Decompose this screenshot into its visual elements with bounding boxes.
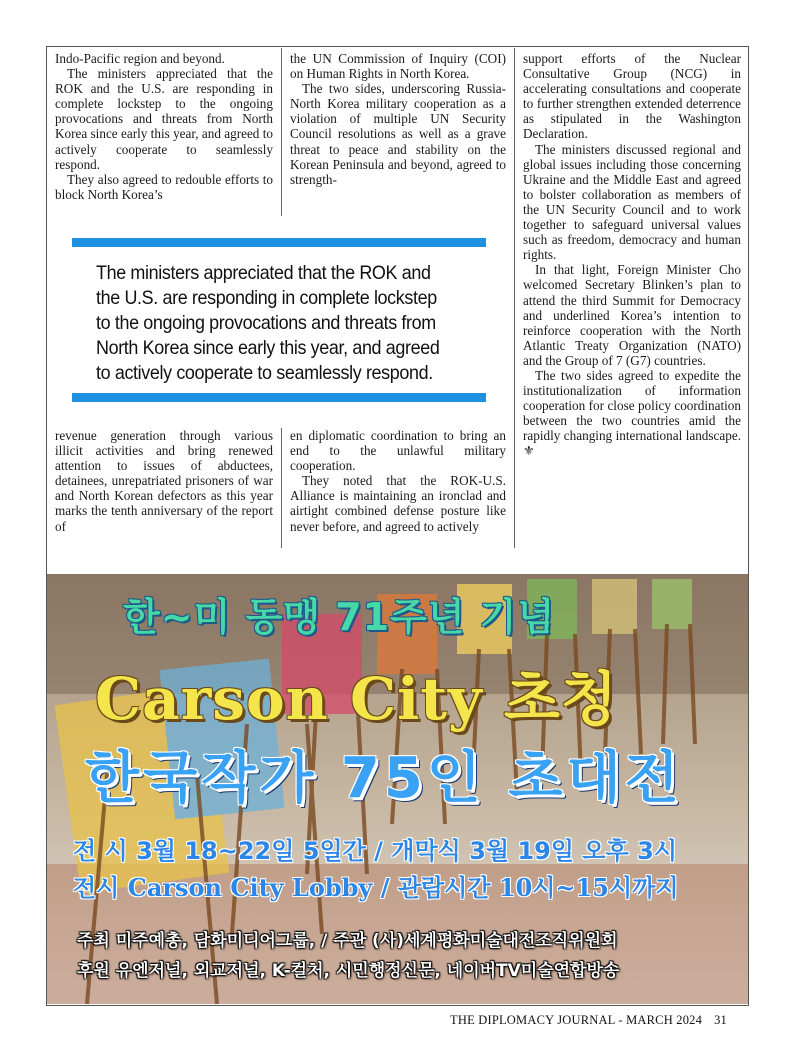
column-rule-2 <box>514 48 515 548</box>
pull-quote: The ministers appreciated that the ROK and the U.S. are responding in complete lockstep to the ongoing provocations and threats from North Korea since early this year, and agreed to actively cooperate to seamlessly respond. <box>96 262 440 384</box>
column-2-bottom <box>290 428 506 534</box>
quote-bar-bottom <box>72 393 486 402</box>
banner-title-carson-city: Carson City 초청 <box>95 665 618 733</box>
page-footer <box>450 1013 727 1028</box>
banner-title-exhibition: 한국작가 75인 초대전 <box>85 746 683 811</box>
paragraph: Indo-Pacific region and beyond. <box>55 51 225 66</box>
paragraph: They noted that the ROK-U.S. Alliance is maintaining an ironclad and airtight combined defense posture like never before, and agreed to actively <box>290 473 506 534</box>
exhibition-banner <box>47 574 748 1004</box>
banner-title-anniversary: 한~미 동맹 71주년 기념 <box>123 595 556 639</box>
quote-bar-top <box>72 238 486 247</box>
paragraph: The two sides, underscoring Russia-North Korea military cooperation as a violation of multiple UN Security Council resolutions as well as a grave threat to peace and stability on the Korean Peninsula and beyond, agreed to strength- <box>290 81 506 187</box>
banner-sponsor-line: 후원 유엔저널, 외교저널, K-컬처, 시민행정신문, 네이버TV미술연합방송 <box>77 961 620 981</box>
paragraph-text: The two sides agreed to expedite the institutionalization of information cooperation for close policy coordination between the two countries amid the rapidly changing international landscape. <box>523 367 741 444</box>
paragraph: The ministers discussed regional and global issues including those concerning Ukraine and the Middle East and agreed to bolster collaboration as members of the UN Security Council and to work together to safeguard universal values such as freedom, democracy and human rights. <box>523 141 741 263</box>
column-1-top <box>55 51 273 202</box>
paragraph: support efforts of the Nuclear Consultative Group (NCG) in accelerating consultations and cooperate to further strengthen extended deterrence as stipulated in the Washington Declaration. <box>523 51 741 142</box>
paragraph: revenue generation through various illicit activities and bring renewed attention to issues of abductees, detainees, unrepatriated prisoners of war and North Korean defectors as this year marks the tenth anniversary of the report of <box>55 428 273 534</box>
banner-organizer-line: 주최 미주예총, 담화미디어그룹, / 주관 (사)세계평화미술대전조직위원회 <box>77 931 618 951</box>
banner-schedule-line: 전 시 3월 18~22일 5일간 / 개막식 3월 19일 오후 3시 <box>73 837 677 865</box>
column-2-top <box>290 51 506 187</box>
paragraph: en diplomatic coordination to bring an end to the unlawful military cooperation. <box>290 428 506 474</box>
end-mark-icon: ⚜ <box>523 443 535 459</box>
column-rule-3 <box>281 428 282 548</box>
column-rule-1 <box>281 48 282 216</box>
paragraph: They also agreed to redouble efforts to block North Korea’s <box>55 171 273 202</box>
publication-name: THE DIPLOMACY JOURNAL - MARCH 2024 <box>450 1013 703 1027</box>
paragraph: the UN Commission of Inquiry (COI) on Human Rights in North Korea. <box>290 51 506 82</box>
paragraph: In that light, Foreign Minister Cho welcomed Secretary Blinken’s plan to attend the third Summit for Democracy and underlined Korea’s intention to reinforce cooperation with the North Atlantic Treaty Organization (NATO) and the Group of 7 (G7) countries. <box>523 262 741 368</box>
page-number: 31 <box>714 1013 727 1027</box>
paragraph <box>523 368 741 459</box>
column-1-bottom <box>55 428 273 534</box>
column-3 <box>523 51 741 459</box>
banner-venue-line: 전시 Carson City Lobby / 관람시간 10시~15시까지 <box>73 873 679 902</box>
paragraph: The ministers appreciated that the ROK and the U.S. are responding in complete lockstep to the ongoing provocations and threats from North Korea since early this year, and agreed to actively cooperate to seamlessly respond. <box>55 66 273 172</box>
